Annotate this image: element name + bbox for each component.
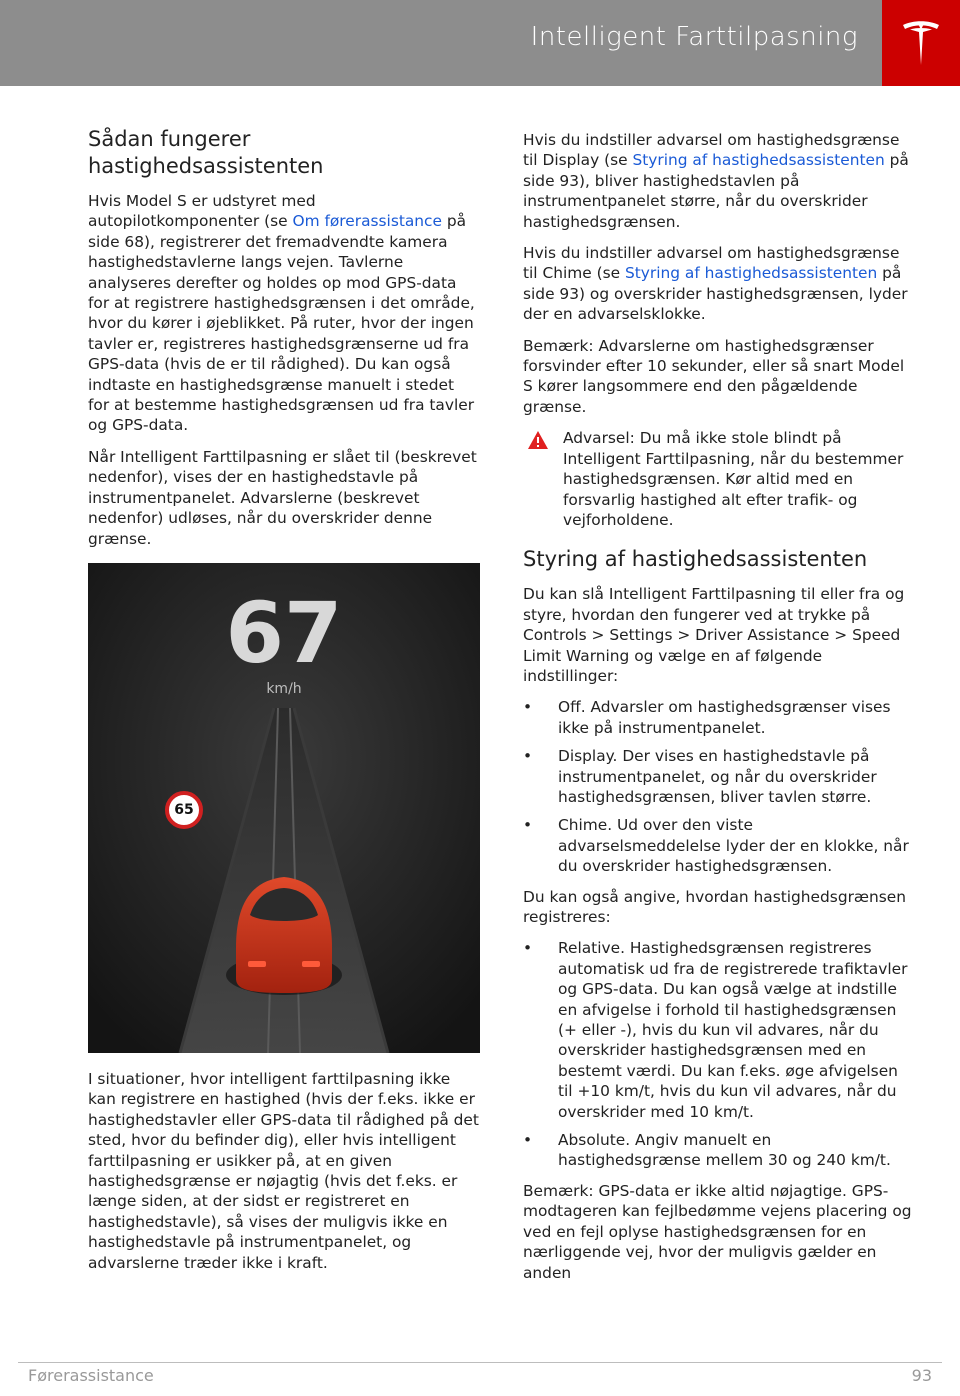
dashboard-figure [88, 563, 480, 1053]
right-column [523, 130, 915, 1294]
paragraph: Du kan også angive, hvordan hastighedsgrænsen registreres: [523, 887, 907, 926]
text: på side 68), registrerer det fremadvendte kamera hastighedstavlerne langs vejen. Tavlerne analyseres derefter og holdes op mod GPS-data for at registrere hastighedsgrænsen i det område, hvor du kører i øjeblikket. På ruter, hvor der ingen tavler er, registreres hastighedsgrænserne ud fra GPS-data (hvis de er til rådighed). Du kan også indtaste en hastighedsgrænse manuelt i stedet for at bestemme hastighedsgrænsen ud fra tavler og GPS-data. [88, 212, 475, 435]
text: Hvis du indstiller advarsel om hastighedsgrænse til Chime (se [523, 244, 900, 283]
bullet-icon: • [523, 816, 533, 835]
bullet-icon: • [523, 698, 533, 717]
link-om-forerassistance[interactable]: Om førerassistance [292, 212, 442, 231]
tesla-logo-icon [901, 19, 941, 67]
speed-limit-sign-value: 65 [174, 801, 194, 818]
list-item [523, 697, 915, 738]
logo-box [882, 0, 960, 86]
list-item [523, 938, 915, 1122]
list-item [523, 1130, 915, 1171]
list-item-text: Display. Der vises en hastighedstavle på instrumentpanelet, og når du overskrider hastighedsgrænsen, bliver tavlen større. [558, 747, 877, 806]
paragraph: I situationer, hvor intelligent farttilpasning ikke kan registrere en hastighed (hvis der f.eks. ikke er hastighedstavler eller GPS-data til rådighed på det sted, hvor du befinder dig), eller hvis intelligent farttilpasning er usikker på, at en given hastighedsgrænse er nøjagtig (hvis det f.eks. er længe siden, at der sidst er registreret en hastighedstavle), så vises der muligvis ikke en hastighedstavle på instrumentpanelet, og advarslerne træder ikke i kraft. [88, 1069, 479, 1272]
list-item-text: Relative. Hastighedsgrænsen registreres automatisk ud fra de registrerede trafiktavler og GPS-data. Du kan også vælge at indstille en afvigelse i forhold til hastighedsgrænsen (+ eller -), hvis du kun vil advares, når du overskrider hastighedsgrænsen med en bestemt værdi. Du kan f.eks. øge afvigelsen til +10 km/t, hvis du kun vil advares, når du overskrider med 10 km/t. [558, 939, 908, 1121]
list-item-text: Chime. Ud over den viste advarselsmeddelelse lyder der en klokke, når du overskrider hastighedsgrænsen. [558, 816, 909, 876]
page-number: 93 [911, 1366, 932, 1385]
paragraph: Du kan slå Intelligent Farttilpasning til eller fra og styre, hvordan den fungerer ved at trykke på Controls > Settings > Driver Assistance > Speed Limit Warning og vælge en af følgende indstillinger: [523, 585, 905, 685]
left-column [88, 126, 480, 1284]
mode-list [523, 938, 915, 1170]
note: Bemærk: Advarslerne om hastighedsgrænser forsvinder efter 10 sekunder, eller så snart Model S kører langsommere end den pågældende grænse. [523, 336, 905, 416]
speed-unit: km/h [266, 680, 302, 697]
text: Hvis Model S er udstyret med autopilotkomponenter (se [88, 192, 316, 231]
link-styring-af-hastighedsassistenten[interactable]: Styring af hastighedsassistenten [632, 151, 885, 170]
list-item-text: Off. Advarsler om hastighedsgrænser vises ikke på instrumentpanelet. [558, 698, 891, 737]
text: Hvis du indstiller advarsel om hastighedsgrænse til Display (se [523, 131, 900, 170]
paragraph [88, 191, 480, 436]
list-item [523, 815, 915, 876]
section-heading: Styring af hastighedsassistenten [523, 547, 868, 572]
note: Bemærk: GPS-data er ikke altid nøjagtige. GPS-modtageren kan fejlbedømme vejens placering og ved en fejl oplyse hastighedsgrænsen for en nærliggende vej, hvor der muligvis gælder en anden [523, 1181, 912, 1282]
footer-section: Førerassistance [28, 1366, 154, 1385]
speed-readout: 67 [225, 583, 343, 682]
bullet-icon: • [523, 939, 533, 958]
bullet-icon: • [523, 1131, 533, 1150]
warning-icon [527, 430, 549, 450]
warning-box [523, 428, 915, 530]
settings-list [523, 697, 915, 876]
list-item [523, 746, 915, 807]
paragraph [523, 130, 915, 232]
footer-divider [18, 1362, 942, 1363]
text: på side 93) og overskrider hastighedsgrænsen, lyder der en advarselsklokke. [523, 264, 908, 324]
page-header [0, 0, 960, 86]
bullet-icon: • [523, 747, 533, 766]
paragraph [523, 243, 915, 325]
section-heading: Sådan fungerer hastighedsassistenten [88, 127, 324, 178]
warning-text: Advarsel: Du må ikke stole blindt på Intelligent Farttilpasning, når du bestemmer hastighedsgrænsen. Kør altid med en forsvarlig hastighed alt efter trafik- og vejforholdene. [563, 429, 904, 529]
paragraph: Når Intelligent Farttilpasning er slået til (beskrevet nedenfor), vises der en hastighedstavle på instrumentpanelet. Advarslerne (beskrevet nedenfor) udløses, når du overskrider denne grænse. [88, 447, 477, 548]
page-title: Intelligent Farttilpasning [530, 22, 858, 52]
list-item-text: Absolute. Angiv manuelt en hastighedsgrænse mellem 30 og 240 km/t. [558, 1131, 891, 1170]
link-styring-af-hastighedsassistenten[interactable]: Styring af hastighedsassistenten [625, 264, 878, 283]
text: på side 93), bliver hastighedstavlen på instrumentpanelet større, når du overskrider hastighedsgrænsen. [523, 151, 909, 231]
